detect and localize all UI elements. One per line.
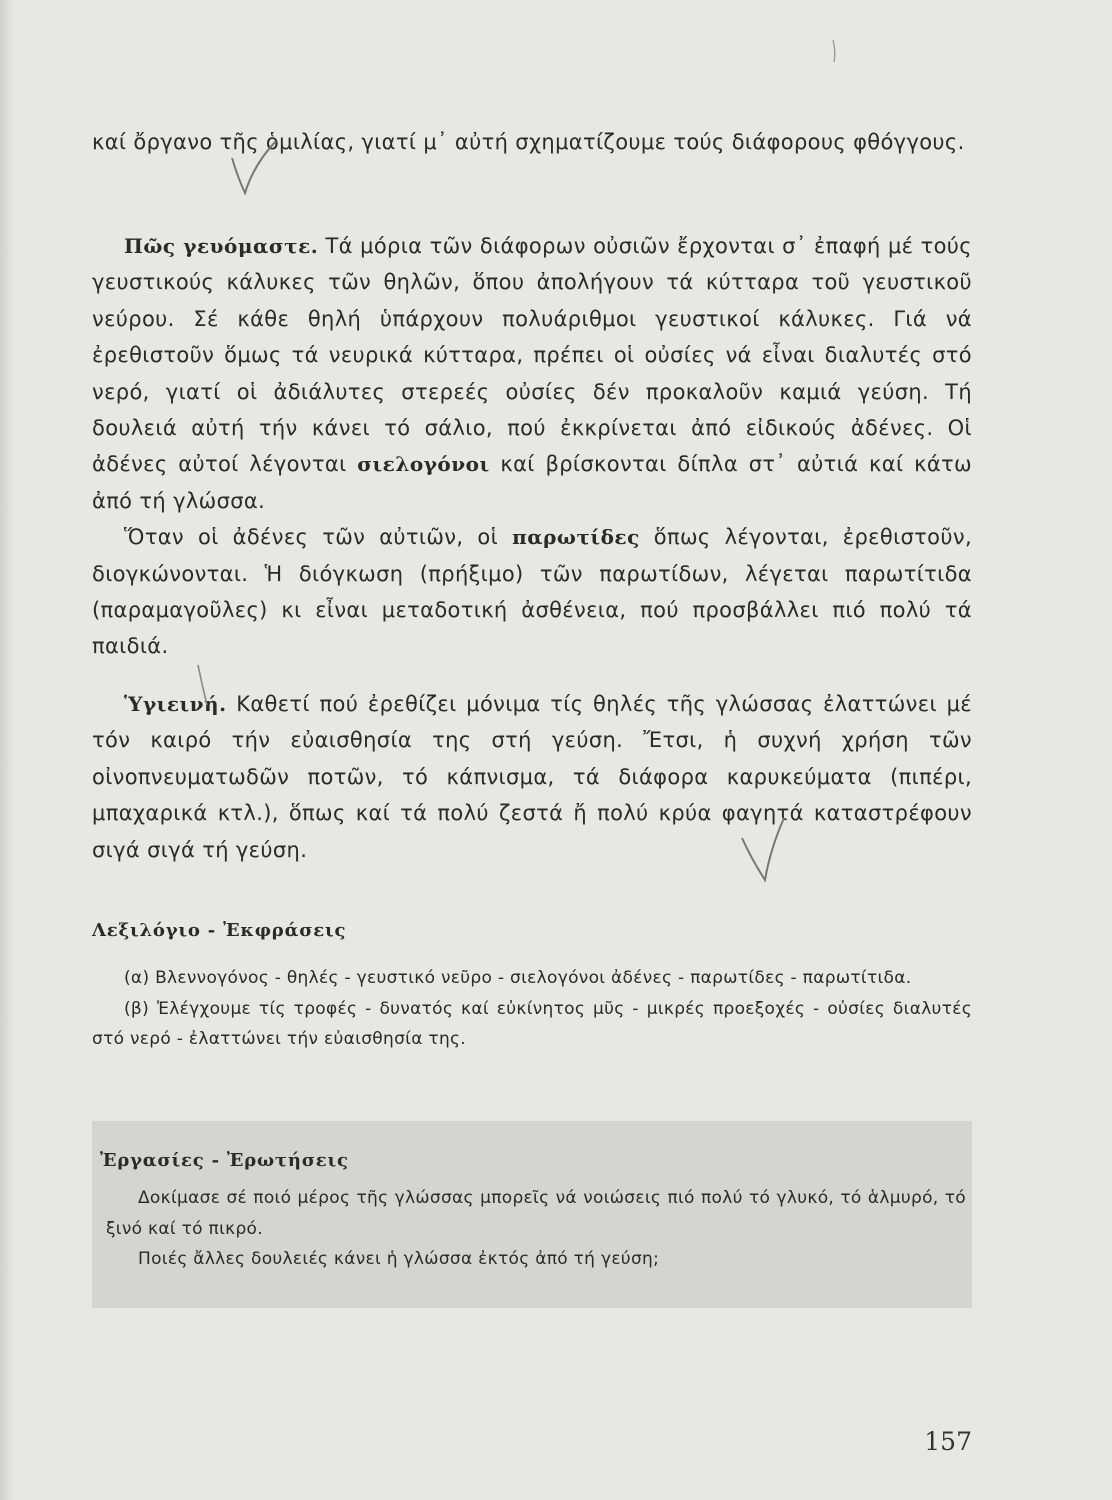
hygiene-heading: Ὑγιεινή. [124,692,227,716]
hygiene-text: Καθετί πού ἐρεθίζει μόνιμα τίς θηλές τῆς γλώσσας ἐλαττώνει μέ τόν καιρό τήν εὐαισθησία της στή γεύση. Ἔτσι, ἡ συχνή χρήση τῶν οἰνοπνευματωδῶν ποτῶν, τό κάπνισμα, τά διάφορα καρυκεύματα (πιπέρι, μπαχαρικά κτλ.), ὅπως καί τά πολύ ζεστά ἤ πολύ κρύα φαγητά καταστρέφουν σιγά σιγά τή γεύση. [92,692,972,862]
taste-paragraph [92,228,972,519]
exercises-section [92,1150,972,1275]
page-binding-edge [0,0,14,1500]
parotides-text-b: ὅπως λέγονται, ἐρεθιστοῦν, διογκώνονται. Ἡ διόγκωση (πρήξιμο) τῶν παρωτίδων, λέγεται παρωτίτιδα (παραμαγοῦλες) κι εἶναι μεταδοτική ἀσθένεια, πού προσβάλλει πιό πολύ τά παιδιά. [92,525,972,659]
vocabulary-section [92,920,972,1055]
taste-heading: Πῶς γευόμαστε. [124,234,319,258]
exercise-question-1: Δοκίμασε σέ ποιό μέρος τῆς γλώσσας μπορεῖς νά νοιώσεις πιό πολύ τό γλυκό, τό ἁλμυρό, τό ξινό καί τό πικρό. [106,1188,966,1239]
term-parotides: παρωτίδες [512,525,640,550]
intro-block [92,124,972,160]
vocabulary-heading: Λεξιλόγιο - Ἐκφράσεις [92,920,347,941]
page-number: 157 [924,1427,972,1456]
exercise-question-2: Ποιές ἄλλες δουλειές κάνει ἡ γλώσσα ἐκτός ἀπό τή γεύση; [138,1249,660,1269]
check-mark-4 [833,40,835,62]
parotides-text-a: Ὅταν οἱ ἀδένες τῶν αὐτιῶν, οἱ [124,525,513,550]
hygiene-section [92,686,972,868]
vocabulary-line-a: (α) Βλεννογόνος - θηλές - γευστικό νεῦρο - σιελογόνοι ἀδένες - παρωτίδες - παρωτίτιδα. [124,968,912,988]
term-sialogonoi: σιελογόνοι [357,452,490,477]
exercises-heading: Ἐργασίες - Ἐρωτήσεις [100,1150,349,1171]
taste-section [92,228,972,665]
taste-text-b: καί βρίσκονται δίπλα στ᾽ αὐτιά καί κάτω ἀπό τή γλώσσα. [92,452,972,513]
vocabulary-line-b: (β) Ἐλέγχουμε τίς τροφές - δυνατός καί εὐκίνητος μῦς - μικρές προεξοχές - οὐσίες διαλυτές στό νερό - ἐλαττώνει τήν εὐαισθησία της. [92,998,972,1049]
parotides-paragraph [92,519,972,665]
intro-paragraph: καί ὄργανο τῆς ὁμιλίας, γιατί μ᾽ αὐτή σχηματίζουμε τούς διάφορους φθόγγους. [92,130,965,154]
taste-text-a: Τά μόρια τῶν διάφορων οὐσιῶν ἔρχονται σ᾽ ἐπαφή μέ τούς γευστικούς κάλυκες τῶν θηλῶν, ὅπου ἀπολήγουν τά κύτταρα τοῦ γευστικοῦ νεύρου. Σέ κάθε θηλή ὑπάρχουν πολυάριθμοι γευστικοί κάλυκες. Γιά νά ἐρεθιστοῦν ὅμως τά νευρικά κύτταρα, πρέπει οἱ οὐσίες νά εἶναι διαλυτές στό νερό, γιατί οἱ ἀδιάλυτες στερεές οὐσίες δέν προκαλοῦν καμιά γεύση. Τή δουλειά αὐτή τήν κάνει τό σάλιο, πού ἐκκρίνεται ἀπό εἰδικούς ἀδένες. Οἱ ἀδένες αὐτοί λέγονται [92,234,972,477]
hygiene-paragraph [92,686,972,868]
